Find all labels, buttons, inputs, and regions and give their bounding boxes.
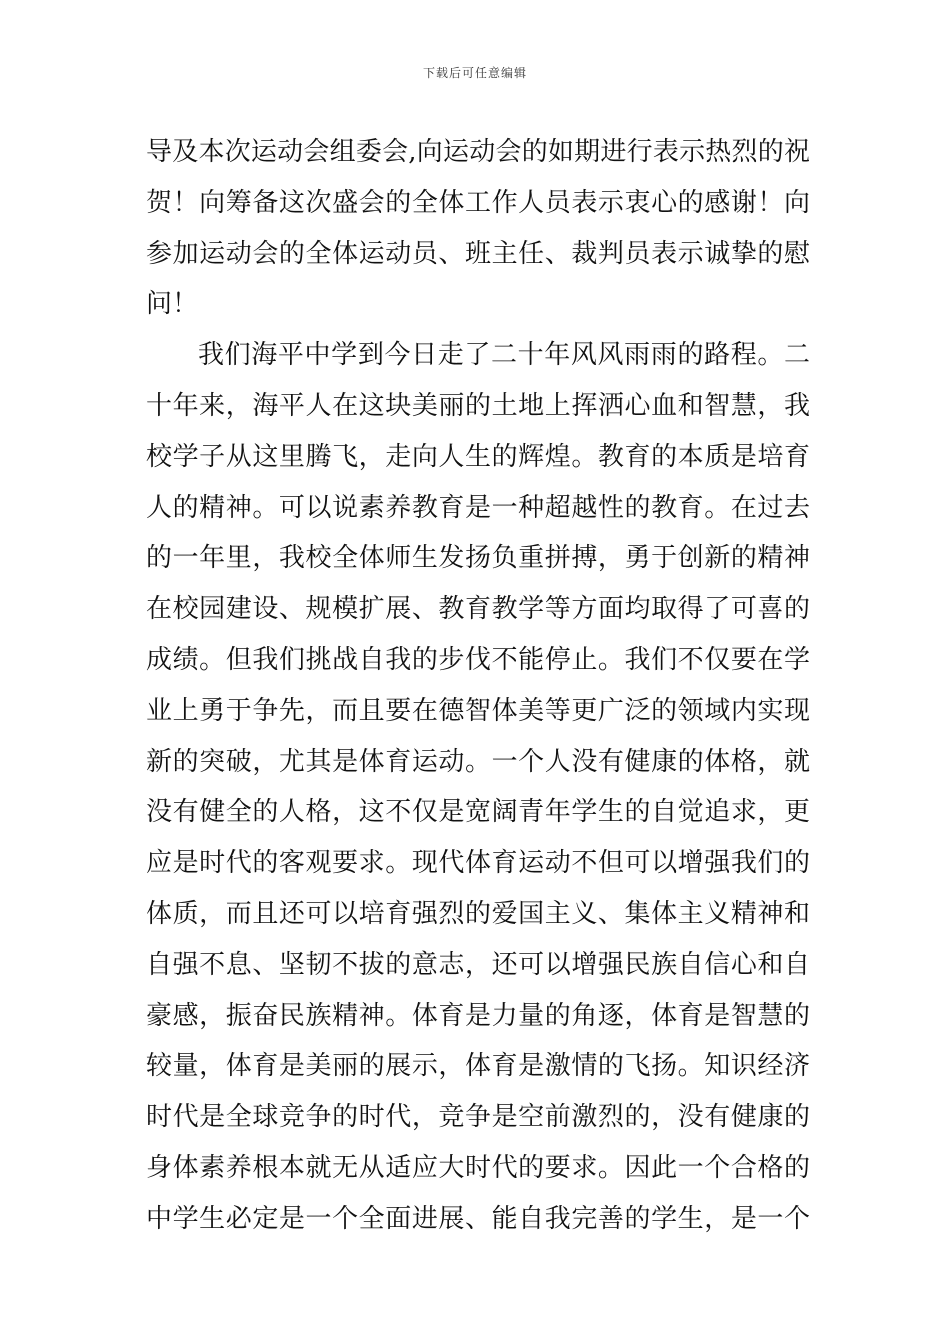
text-line: 时代是全球竞争的时代，竞争是空前激烈的，没有健康的	[146, 1102, 810, 1133]
text-line: 校学子从这里腾飞，走向人生的辉煌。教育的本质是培育	[146, 441, 810, 472]
text-line: 体质，而且还可以培育强烈的爱国主义、集体主义精神和	[146, 898, 810, 929]
text-line: 较量，体育是美丽的展示，体育是激情的飞扬。知识经济	[146, 1051, 810, 1082]
text-line: 参加运动会的全体运动员、班主任、裁判员表示诚挚的慰	[146, 238, 810, 269]
text-line: 贺！向筹备这次盛会的全体工作人员表示衷心的感谢！向	[146, 187, 810, 218]
text-line: 成绩。但我们挑战自我的步伐不能停止。我们不仅要在学	[146, 644, 810, 675]
text-line: 身体素养根本就无从适应大时代的要求。因此一个合格的	[146, 1152, 810, 1183]
paragraph-start-line: 我们海平中学到今日走了二十年风风雨雨的路程。二	[198, 340, 810, 371]
text-line: 问！	[146, 289, 199, 320]
text-line: 没有健全的人格，这不仅是宽阔青年学生的自觉追求，更	[146, 797, 810, 828]
text-line: 自强不息、坚韧不拔的意志，还可以增强民族自信心和自	[146, 949, 810, 980]
text-line: 导及本次运动会组委会,向运动会的如期进行表示热烈的祝	[146, 137, 810, 167]
text-line: 中学生必定是一个全面进展、能自我完善的学生，是一个	[146, 1203, 810, 1234]
text-line: 豪感，振奋民族精神。体育是力量的角逐，体育是智慧的	[146, 1000, 810, 1031]
text-line: 业上勇于争先，而且要在德智体美等更广泛的领域内实现	[146, 695, 810, 726]
text-line: 的一年里，我校全体师生发扬负重拼搏，勇于创新的精神	[146, 543, 810, 574]
text-line: 新的突破，尤其是体育运动。一个人没有健康的体格，就	[146, 746, 810, 777]
body-text	[146, 127, 810, 1245]
text-line: 在校园建设、规模扩展、教育教学等方面均取得了可喜的	[146, 594, 810, 625]
header-note: 下载后可任意编辑	[422, 66, 527, 80]
text-line: 十年来，海平人在这块美丽的土地上挥洒心血和智慧，我	[146, 390, 810, 421]
text-line: 人的精神。可以说素养教育是一种超越性的教育。在过去	[146, 492, 810, 523]
text-line: 应是时代的客观要求。现代体育运动不但可以增强我们的	[146, 848, 810, 879]
